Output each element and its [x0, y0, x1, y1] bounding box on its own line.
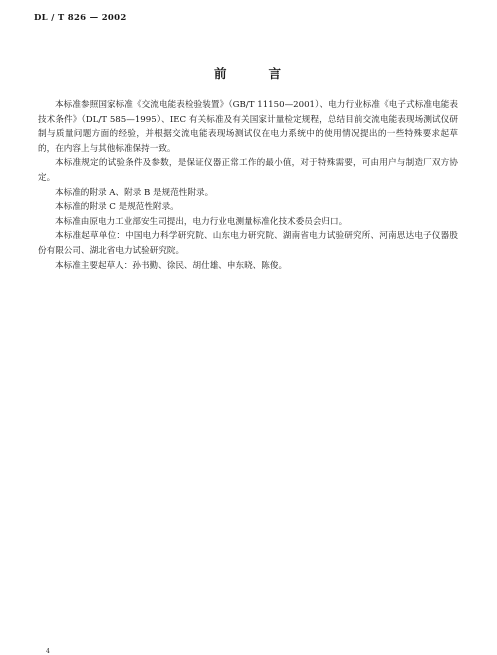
title-char-1: 前 [213, 66, 229, 81]
paragraph: 本标准参照国家标准《交流电能表检验装置》（GB/T 11150—2001）、电力行业标准《电子式标准电能表技术条件》（DL/T 585—1995）、IEC 有关标准及有关国家计量检定规程，总结目前交流电能表现场测试仪研制与质量问题方面的经验，并根据交流电能表现场测试仪在电力系统中的使用情况提出的一些特殊要求起草的，在内容上与其他标准保持一致。 [38, 100, 458, 154]
page-number: 4 [46, 648, 50, 655]
paragraph: 本标准主要起草人：孙书勤、徐民、胡仕雄、申东晓、陈俊。 [55, 260, 288, 271]
paragraph: 本标准起草单位：中国电力科学研究院、山东电力研究院、湖南省电力试验研究所、河南思达电子仪器股份有限公司、湖北省电力试验研究院。 [38, 231, 458, 256]
paragraph: 本标准的附录 C 是规范性附录。 [55, 202, 179, 213]
foreword-body [38, 98, 458, 273]
title-char-2: 言 [268, 66, 284, 81]
standard-number-header: DL / T 826 — 2002 [34, 13, 127, 23]
paragraph: 本标准规定的试验条件及参数，是保证仪器正常工作的最小值，对于特殊需要，可由用户与制造厂双方协定。 [38, 158, 458, 183]
page-title [0, 64, 497, 82]
paragraph: 本标准的附录 A、附录 B 是规范性附录。 [55, 187, 214, 198]
paragraph: 本标准由原电力工业部安生司提出，电力行业电测量标准化技术委员会归口。 [55, 216, 348, 227]
